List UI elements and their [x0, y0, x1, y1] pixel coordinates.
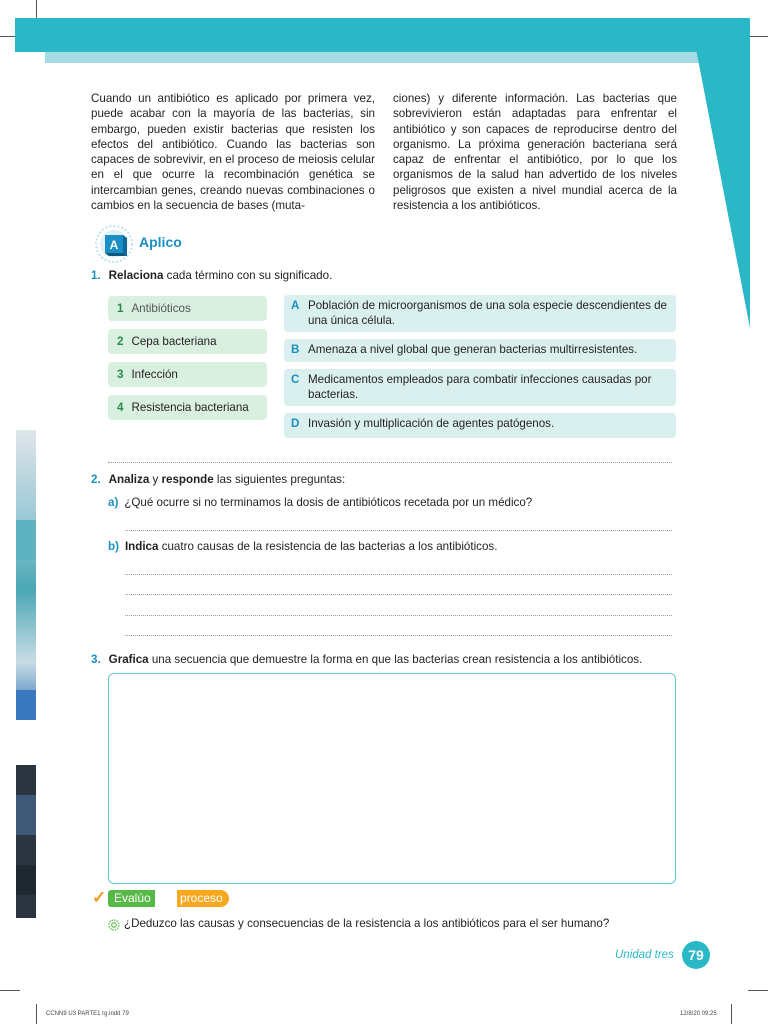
header-band — [15, 18, 750, 52]
definition-letter: B — [291, 343, 300, 356]
term-label: Infección — [131, 368, 178, 381]
answer-line[interactable] — [125, 635, 672, 636]
subquestion-text: cuatro causas de la resistencia de las bacterias a los antibióticos. — [158, 540, 498, 553]
definition-item — [284, 295, 676, 332]
definition-item — [284, 369, 676, 406]
question-number: 2. — [91, 473, 101, 486]
definition-item — [284, 413, 676, 438]
crop-mark — [0, 990, 20, 991]
eval-question-text: ¿Deduzco las causas y consecuencias de la resistencia a los antibióticos para el ser humano? — [124, 917, 610, 930]
definition-text: Amenaza a nivel global que generan bacterias multirresistentes. — [308, 343, 638, 356]
eval-label: Evalúo mi — [108, 890, 155, 907]
question-number: 3. — [91, 653, 101, 666]
term-number: 3 — [117, 368, 124, 381]
print-slug-right: 12/8/20 09:25 — [680, 1011, 717, 1017]
question-text: las siguientes preguntas: — [213, 473, 346, 486]
term-item — [108, 329, 267, 354]
subquestion-text: ¿Qué ocurre si no terminamos la dosis de antibióticos recetada por un médico? — [124, 496, 533, 509]
body-column-right — [393, 91, 677, 213]
term-item — [108, 362, 267, 387]
gear-icon — [108, 919, 120, 931]
eval-label-highlight: proceso — [177, 890, 229, 907]
definition-item — [284, 339, 676, 362]
term-label: Cepa bacteriana — [131, 335, 217, 348]
eval-question — [124, 917, 609, 930]
subquestion-letter: a) — [108, 496, 119, 509]
question-1 — [91, 269, 332, 282]
question-verb: Relaciona — [108, 269, 164, 282]
aplico-icon — [94, 224, 134, 264]
unit-label: Unidad tres — [615, 949, 674, 961]
definition-letter: A — [291, 299, 300, 312]
term-item — [108, 296, 267, 321]
answer-line[interactable] — [125, 615, 672, 616]
side-tab-shape — [690, 18, 750, 328]
question-verb: Analiza — [108, 473, 150, 486]
print-slug-left: CCNN9 U3 PARTE1 rg.indd 79 — [46, 1011, 129, 1017]
crop-mark — [748, 990, 768, 991]
crop-mark — [748, 36, 768, 37]
body-paragraph: ciones) y diferente información. Las bacterias que sobrevivieron están adaptadas para enfrentar el antibiótico y son capaces de reproducirse dentro del organismo. La próxima generación bacteriana será capaz de enfrentar el antibiótico, por lo que los organismos de la salud han advertido de los niveles peligrosos que existen a nivel mundial acerca de la resistencia a los antibióticos. — [393, 92, 677, 213]
term-number: 1 — [117, 302, 124, 315]
page-number: 79 — [682, 941, 710, 969]
question-number: 1. — [91, 269, 101, 282]
subquestion-verb: Indica — [124, 540, 159, 553]
question-text: una secuencia que demuestre la forma en que las bacterias crean resistencia a los antibióticos. — [148, 653, 643, 666]
subquestion-b — [108, 540, 497, 553]
side-photo-strip — [16, 430, 36, 720]
drawing-area[interactable] — [108, 673, 676, 884]
subquestion-letter: b) — [108, 540, 119, 553]
check-icon: ✓ — [92, 888, 107, 907]
term-item — [108, 395, 267, 420]
term-label: Antibióticos — [131, 302, 191, 315]
answer-line[interactable] — [125, 574, 672, 575]
question-text: cada término con su significado. — [163, 269, 333, 282]
question-verb: Grafica — [108, 653, 149, 666]
term-number: 2 — [117, 335, 124, 348]
definition-letter: C — [291, 373, 300, 386]
term-number: 4 — [117, 401, 124, 414]
crop-mark — [36, 1004, 37, 1024]
svg-text:A: A — [109, 238, 119, 252]
question-connector: y — [149, 473, 162, 486]
definition-text: Invasión y multiplicación de agentes patógenos. — [308, 417, 555, 430]
definition-letter: D — [291, 417, 300, 430]
crop-mark — [36, 0, 37, 20]
answer-line[interactable] — [125, 594, 672, 595]
answer-line[interactable] — [125, 530, 672, 531]
body-column-left — [91, 91, 375, 213]
answer-line[interactable] — [108, 462, 672, 463]
question-2 — [91, 473, 345, 486]
definition-text: Población de microorganismos de una sola especie descendientes de una única célula. — [308, 299, 667, 327]
question-3 — [91, 653, 642, 666]
term-label: Resistencia bacteriana — [131, 401, 249, 414]
side-photo-strip — [16, 765, 36, 918]
question-verb: responde — [161, 473, 214, 486]
header-band-light — [45, 52, 705, 63]
body-paragraph: Cuando un antibiótico es aplicado por primera vez, puede acabar con la mayoría de las bacterias, sin embargo, pueden existir bacterias que resisten los efectos del antibiótico. Cuando las bacterias son capaces de sobrevivir, en el proceso de meiosis celular en el que ocurre la recombinación genética se intercambian genes, creando nuevas combinaciones o cambios en la secuencia de bases (muta- — [91, 92, 375, 213]
subquestion-a — [108, 496, 532, 509]
crop-mark — [731, 1004, 732, 1024]
section-title: Aplico — [139, 234, 182, 250]
definition-text: Medicamentos empleados para combatir infecciones causadas por bacterias. — [308, 373, 652, 401]
